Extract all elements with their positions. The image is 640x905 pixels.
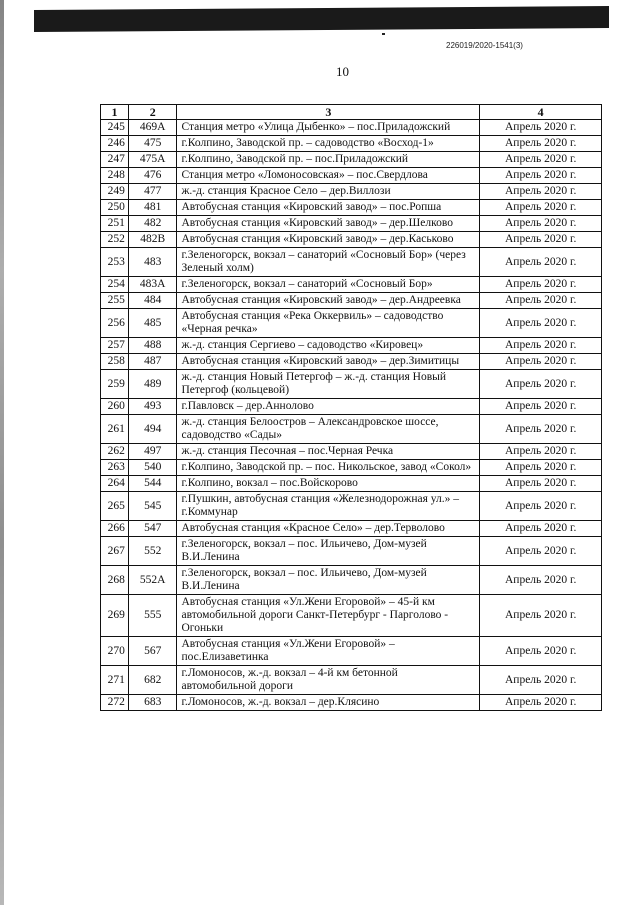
row-number-cell: 261 bbox=[101, 415, 129, 444]
row-number-cell: 270 bbox=[101, 637, 129, 666]
date-cell: Апрель 2020 г. bbox=[480, 537, 602, 566]
route-number-cell: 489 bbox=[128, 370, 177, 399]
route-number-cell: 488 bbox=[128, 338, 177, 354]
route-number-cell: 547 bbox=[128, 521, 177, 537]
row-number-cell: 258 bbox=[101, 354, 129, 370]
row-number-cell: 248 bbox=[101, 168, 129, 184]
route-number-cell: 481 bbox=[128, 200, 177, 216]
row-number-cell: 259 bbox=[101, 370, 129, 399]
table-row bbox=[101, 399, 602, 415]
row-number-cell: 272 bbox=[101, 695, 129, 711]
table-row bbox=[101, 120, 602, 136]
route-number-cell: 497 bbox=[128, 444, 177, 460]
date-cell: Апрель 2020 г. bbox=[480, 492, 602, 521]
row-number-cell: 262 bbox=[101, 444, 129, 460]
column-header: 3 bbox=[177, 105, 480, 120]
table-row bbox=[101, 136, 602, 152]
date-cell: Апрель 2020 г. bbox=[480, 277, 602, 293]
table-header-row bbox=[101, 105, 602, 120]
route-number-cell: 552А bbox=[128, 566, 177, 595]
table-row bbox=[101, 184, 602, 200]
date-cell: Апрель 2020 г. bbox=[480, 120, 602, 136]
table-row bbox=[101, 521, 602, 537]
table-row bbox=[101, 415, 602, 444]
table-body bbox=[101, 120, 602, 711]
row-number-cell: 263 bbox=[101, 460, 129, 476]
date-cell: Апрель 2020 г. bbox=[480, 248, 602, 277]
route-number-cell: 683 bbox=[128, 695, 177, 711]
route-number-cell: 487 bbox=[128, 354, 177, 370]
row-number-cell: 265 bbox=[101, 492, 129, 521]
route-number-cell: 494 bbox=[128, 415, 177, 444]
table-row bbox=[101, 232, 602, 248]
route-description-cell: Станция метро «Улица Дыбенко» – пос.Приладожский bbox=[177, 120, 480, 136]
route-number-cell: 476 bbox=[128, 168, 177, 184]
page-number: 10 bbox=[336, 64, 349, 79]
date-cell: Апрель 2020 г. bbox=[480, 399, 602, 415]
date-cell: Апрель 2020 г. bbox=[480, 354, 602, 370]
route-description-cell: Автобусная станция «Красное Село» – дер.Терволово bbox=[177, 521, 480, 537]
row-number-cell: 253 bbox=[101, 248, 129, 277]
row-number-cell: 245 bbox=[101, 120, 129, 136]
route-description-cell: Станция метро «Ломоносовская» – пос.Свердлова bbox=[177, 168, 480, 184]
route-description-cell: Автобусная станция «Кировский завод» – дер.Зимитицы bbox=[177, 354, 480, 370]
route-number-cell: 482В bbox=[128, 232, 177, 248]
row-number-cell: 246 bbox=[101, 136, 129, 152]
route-description-cell: Автобусная станция «Кировский завод» – дер.Шелково bbox=[177, 216, 480, 232]
table-row bbox=[101, 338, 602, 354]
route-number-cell: 545 bbox=[128, 492, 177, 521]
route-description-cell: ж.-д. станция Песочная – пос.Черная Речка bbox=[177, 444, 480, 460]
table-row bbox=[101, 248, 602, 277]
route-number-cell: 544 bbox=[128, 476, 177, 492]
route-description-cell: г.Колпино, Заводской пр. – садоводство «Восход-1» bbox=[177, 136, 480, 152]
date-cell: Апрель 2020 г. bbox=[480, 293, 602, 309]
scan-header-bar bbox=[34, 6, 609, 32]
route-description-cell: г.Ломоносов, ж.-д. вокзал – дер.Клясино bbox=[177, 695, 480, 711]
column-header: 1 bbox=[101, 105, 129, 120]
route-description-cell: г.Зеленогорск, вокзал – санаторий «Сосновый Бор» bbox=[177, 277, 480, 293]
table-row bbox=[101, 152, 602, 168]
date-cell: Апрель 2020 г. bbox=[480, 460, 602, 476]
route-description-cell: Автобусная станция «Кировский завод» – дер.Каськово bbox=[177, 232, 480, 248]
row-number-cell: 266 bbox=[101, 521, 129, 537]
date-cell: Апрель 2020 г. bbox=[480, 637, 602, 666]
route-number-cell: 482 bbox=[128, 216, 177, 232]
table-row bbox=[101, 566, 602, 595]
table-row bbox=[101, 666, 602, 695]
scan-edge bbox=[0, 0, 4, 905]
route-description-cell: г.Павловск – дер.Аннолово bbox=[177, 399, 480, 415]
route-description-cell: Автобусная станция «Кировский завод» – дер.Андреевка bbox=[177, 293, 480, 309]
table-row bbox=[101, 492, 602, 521]
table-row bbox=[101, 444, 602, 460]
route-number-cell: 493 bbox=[128, 399, 177, 415]
table-row bbox=[101, 476, 602, 492]
route-description-cell: ж.-д. станция Новый Петергоф – ж.-д. станция Новый Петергоф (кольцевой) bbox=[177, 370, 480, 399]
table-row bbox=[101, 309, 602, 338]
route-description-cell: Автобусная станция «Ул.Жени Егоровой» – пос.Елизаветинка bbox=[177, 637, 480, 666]
table-row bbox=[101, 537, 602, 566]
route-number-cell: 484 bbox=[128, 293, 177, 309]
row-number-cell: 251 bbox=[101, 216, 129, 232]
row-number-cell: 256 bbox=[101, 309, 129, 338]
route-description-cell: Автобусная станция «Ул.Жени Егоровой» – 45-й км автомобильной дороги Санкт-Петербург - Парголово - Огоньки bbox=[177, 595, 480, 637]
scan-speck bbox=[382, 33, 385, 35]
date-cell: Апрель 2020 г. bbox=[480, 152, 602, 168]
date-cell: Апрель 2020 г. bbox=[480, 444, 602, 460]
row-number-cell: 252 bbox=[101, 232, 129, 248]
row-number-cell: 269 bbox=[101, 595, 129, 637]
route-number-cell: 682 bbox=[128, 666, 177, 695]
row-number-cell: 250 bbox=[101, 200, 129, 216]
date-cell: Апрель 2020 г. bbox=[480, 184, 602, 200]
column-header: 4 bbox=[480, 105, 602, 120]
route-number-cell: 483А bbox=[128, 277, 177, 293]
table-row bbox=[101, 277, 602, 293]
route-description-cell: ж.-д. станция Сергиево – садоводство «Кировец» bbox=[177, 338, 480, 354]
row-number-cell: 264 bbox=[101, 476, 129, 492]
row-number-cell: 254 bbox=[101, 277, 129, 293]
route-description-cell: г.Колпино, Заводской пр. – пос.Приладожский bbox=[177, 152, 480, 168]
table-row bbox=[101, 200, 602, 216]
row-number-cell: 268 bbox=[101, 566, 129, 595]
date-cell: Апрель 2020 г. bbox=[480, 476, 602, 492]
date-cell: Апрель 2020 г. bbox=[480, 566, 602, 595]
route-description-cell: г.Зеленогорск, вокзал – санаторий «Сосновый Бор» (через Зеленый холм) bbox=[177, 248, 480, 277]
route-number-cell: 475А bbox=[128, 152, 177, 168]
route-description-cell: Автобусная станция «Река Оккервиль» – садоводство «Черная речка» bbox=[177, 309, 480, 338]
row-number-cell: 271 bbox=[101, 666, 129, 695]
row-number-cell: 247 bbox=[101, 152, 129, 168]
routes-table bbox=[100, 104, 602, 711]
date-cell: Апрель 2020 г. bbox=[480, 309, 602, 338]
table-row bbox=[101, 370, 602, 399]
table-row bbox=[101, 168, 602, 184]
route-description-cell: Автобусная станция «Кировский завод» – пос.Ропша bbox=[177, 200, 480, 216]
route-description-cell: г.Зеленогорск, вокзал – пос. Ильичево, Дом-музей В.И.Ленина bbox=[177, 566, 480, 595]
table-row bbox=[101, 637, 602, 666]
route-number-cell: 555 bbox=[128, 595, 177, 637]
route-number-cell: 485 bbox=[128, 309, 177, 338]
table-row bbox=[101, 460, 602, 476]
date-cell: Апрель 2020 г. bbox=[480, 415, 602, 444]
route-description-cell: г.Колпино, вокзал – пос.Войскорово bbox=[177, 476, 480, 492]
route-number-cell: 477 bbox=[128, 184, 177, 200]
row-number-cell: 260 bbox=[101, 399, 129, 415]
table-row bbox=[101, 216, 602, 232]
table-row bbox=[101, 695, 602, 711]
route-number-cell: 483 bbox=[128, 248, 177, 277]
date-cell: Апрель 2020 г. bbox=[480, 168, 602, 184]
date-cell: Апрель 2020 г. bbox=[480, 200, 602, 216]
row-number-cell: 249 bbox=[101, 184, 129, 200]
table-row bbox=[101, 354, 602, 370]
route-number-cell: 552 bbox=[128, 537, 177, 566]
table-row bbox=[101, 293, 602, 309]
date-cell: Апрель 2020 г. bbox=[480, 338, 602, 354]
date-cell: Апрель 2020 г. bbox=[480, 136, 602, 152]
row-number-cell: 267 bbox=[101, 537, 129, 566]
row-number-cell: 255 bbox=[101, 293, 129, 309]
date-cell: Апрель 2020 г. bbox=[480, 695, 602, 711]
route-number-cell: 567 bbox=[128, 637, 177, 666]
route-description-cell: ж.-д. станция Белоостров – Александровское шоссе, садоводство «Сады» bbox=[177, 415, 480, 444]
column-header: 2 bbox=[128, 105, 177, 120]
route-number-cell: 540 bbox=[128, 460, 177, 476]
date-cell: Апрель 2020 г. bbox=[480, 232, 602, 248]
date-cell: Апрель 2020 г. bbox=[480, 370, 602, 399]
route-description-cell: г.Зеленогорск, вокзал – пос. Ильичево, Дом-музей В.И.Ленина bbox=[177, 537, 480, 566]
route-description-cell: г.Ломоносов, ж.-д. вокзал – 4-й км бетонной автомобильной дороги bbox=[177, 666, 480, 695]
row-number-cell: 257 bbox=[101, 338, 129, 354]
table-row bbox=[101, 595, 602, 637]
route-description-cell: г.Колпино, Заводской пр. – пос. Никольское, завод «Сокол» bbox=[177, 460, 480, 476]
date-cell: Апрель 2020 г. bbox=[480, 521, 602, 537]
route-description-cell: ж.-д. станция Красное Село – дер.Виллози bbox=[177, 184, 480, 200]
date-cell: Апрель 2020 г. bbox=[480, 216, 602, 232]
route-number-cell: 469А bbox=[128, 120, 177, 136]
route-description-cell: г.Пушкин, автобусная станция «Железнодорожная ул.» – г.Коммунар bbox=[177, 492, 480, 521]
route-number-cell: 475 bbox=[128, 136, 177, 152]
document-id: 226019/2020-1541(3) bbox=[446, 41, 523, 50]
date-cell: Апрель 2020 г. bbox=[480, 666, 602, 695]
date-cell: Апрель 2020 г. bbox=[480, 595, 602, 637]
